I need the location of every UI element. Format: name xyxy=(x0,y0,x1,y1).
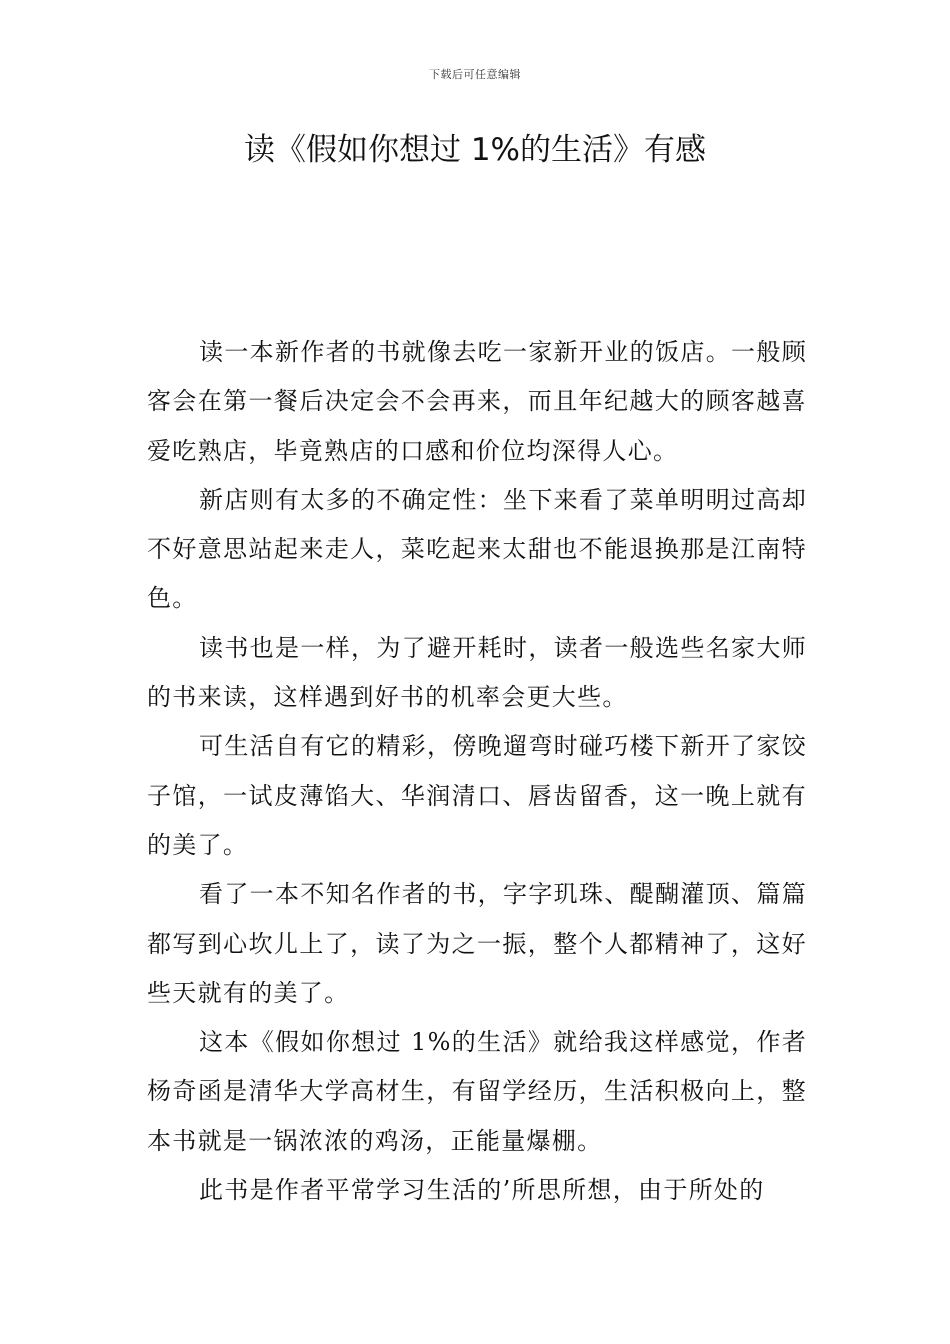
paragraph: 读书也是一样，为了避开耗时，读者一般选些名家大师的书来读，这样遇到好书的机率会更大些。 xyxy=(147,633,807,712)
page-title: 读《假如你想过 1%的生活》有感 xyxy=(243,132,707,168)
paragraph: 可生活自有它的精彩，傍晚遛弯时碰巧楼下新开了家饺子馆，一试皮薄馅大、华润清口、唇齿留香，这一晚上就有的美了。 xyxy=(147,732,807,859)
document-body xyxy=(147,328,807,1215)
page-header-note: 下载后可任意编辑 xyxy=(429,68,521,81)
paragraph: 这本《假如你想过 1%的生活》就给我这样感觉，作者杨奇函是清华大学高材生，有留学经历，生活积极向上，整本书就是一锅浓浓的鸡汤，正能量爆棚。 xyxy=(147,1028,807,1155)
paragraph: 此书是作者平常学习生活的’所思所想，由于所处的 xyxy=(199,1176,765,1205)
paragraph: 新店则有太多的不确定性：坐下来看了菜单明明过高却不好意思站起来走人，菜吃起来太甜也不能退换那是江南特色。 xyxy=(147,485,807,613)
paragraph: 看了一本不知名作者的书，字字玑珠、醍醐灌顶、篇篇都写到心坎儿上了，读了为之一振，整个人都精神了，这好些天就有的美了。 xyxy=(147,880,807,1007)
paragraph: 读一本新作者的书就像去吃一家新开业的饭店。一般顾客会在第一餐后决定会不会再来，而且年纪越大的顾客越喜爱吃熟店，毕竟熟店的口感和价位均深得人心。 xyxy=(147,338,807,465)
